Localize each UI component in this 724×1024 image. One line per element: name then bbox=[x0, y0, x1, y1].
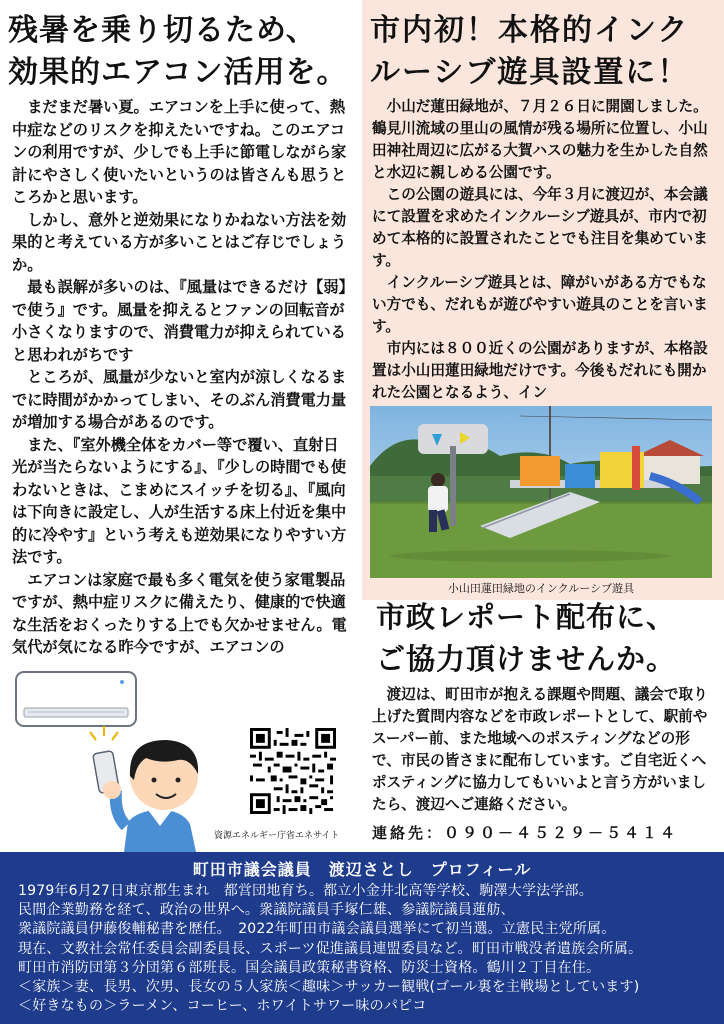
contact-phone: 連絡先：０９０－４５２９－５４１４ bbox=[372, 824, 679, 842]
playground-photo bbox=[370, 406, 712, 578]
paragraph: しかし、意外と逆効果になりかねない方法を効果的と考えている方が多いことはご存じでしょうか。 bbox=[12, 210, 347, 274]
profile-line: 民間企業勤務を経て、政治の世界へ。衆議院議員手塚仁雄、参議院議員蓮舫、 bbox=[18, 902, 515, 919]
photo-caption: 小山田蓮田緑地のインクルーシブ遊具 bbox=[447, 582, 635, 595]
profile-line: ＜好きなもの＞ラーメン、コーヒー、ホワイトサワー味のパピコ bbox=[18, 998, 427, 1015]
profile-line: 1979年6月27日東京都生まれ 都営団地育ち。都立小金井北高等学校、駒澤大学法学部。 bbox=[18, 883, 593, 899]
report-title bbox=[376, 596, 716, 680]
profile-line: 衆議院議員伊藤俊輔秘書を歴任。 2022年町田市議会議員選挙にて初当選。立憲民主党所属。 bbox=[18, 921, 616, 938]
paragraph: 市内には８００近くの公園がありますが、本格設置は小山田蓮田緑地だけです。今後もだれにも開かれた公園となるよう、イン bbox=[372, 340, 708, 401]
paragraph: この公園の遊具には、今年３月に渡辺が、本会議にて設置を求めたインクルーシブ遊具が、市内で初めて本格的に設置されたことでも注目を集めています。 bbox=[372, 186, 708, 269]
profile-line: 町田市消防団第３分団第６部班長。国会議員政策秘書資格、防災士資格。鶴川２丁目在住。 bbox=[18, 959, 601, 976]
profile-line: ＜家族＞妻、長男、次男、長女の５人家族＜趣味＞サッカー観戦(ゴール裏を主戦場としています) bbox=[18, 979, 640, 996]
paragraph: 最も誤解が多いのは、『風量はできるだけ【弱】で使う』です。風量を抑えるとファンの回転音が小さくなりますので、消費電力が抑えられていると思われがちです bbox=[12, 278, 347, 364]
report-body bbox=[372, 684, 718, 816]
paragraph: インクルーシブ遊具とは、障がいがある方でもない方でも、だれもが遊びやすい遊具のことを言います。 bbox=[372, 274, 708, 335]
left-article-title bbox=[8, 10, 358, 94]
person-with-remote-icon bbox=[86, 718, 206, 852]
paragraph: 小山だ蓮田緑地が、７月２６日に開園しました。鶴見川流域の里山の風情が残る場所に位置し、小山田神社周辺に広がる大賀ハスの魅力を生かした自然と水辺に親しめる公園です。 bbox=[372, 98, 708, 181]
right-article-title bbox=[370, 10, 720, 94]
qr-caption: 資源エネルギー庁省エネサイト bbox=[214, 831, 340, 841]
right-article-body bbox=[372, 96, 718, 404]
profile-line: 現在、文教社会常任委員会副委員長、スポーツ促進議員連盟委員など。町田市戦没者遺族会所属。 bbox=[18, 940, 643, 957]
paragraph: エアコンは家庭で最も多く電気を使う家電製品ですが、熱中症リスクに備えたり、健康的で快適な生活をおくったりする上でも欠かせません。電気代が気になる昨今ですが、エアコンの bbox=[12, 570, 347, 656]
paragraph: まだまだ暑い夏。エアコンを上手に使って、熱中症などのリスクを抑えたいですね。このエアコンの利用ですが、少しでも上手に節電しながら家計にやさしく使いたいというのは皆さんも思うところかと思います。 bbox=[12, 98, 347, 206]
paragraph: また、『室外機全体をカバー等で覆い、直射日光が当たらないようにする』、『少しの時間でも使わないときは、こまめにスイッチを切る』、『風向は下向きに設定し、人が生活する床上付近を集中的に冷やす』という考えも逆効果になりやすい方法です。 bbox=[12, 435, 347, 566]
report-title-line: 市政レポート配布に、 bbox=[376, 600, 677, 634]
qr-code-icon bbox=[250, 728, 336, 814]
left-title-line: 残暑を乗り切るため、 bbox=[8, 13, 317, 48]
left-article-body bbox=[12, 96, 352, 659]
report-title-line: ご協力頂けませんか。 bbox=[376, 642, 677, 676]
paragraph: 渡辺は、町田市が抱える課題や問題、議会で取り上げた質問内容などを市政レポートとして、駅前やスーパー前、また地域へのポスティングなどの形で、市民の皆さまに配布しています。ご自宅近くへポスティングに協力してもいいよと言う方がいましたら、渡辺へご連絡ください。 bbox=[372, 686, 708, 813]
right-title-line: ルーシブ遊具設置に！ bbox=[370, 55, 690, 90]
paragraph: ところが、風量が少ないと室内が涼しくなるまでに時間がかかってしまい、そのぶん消費電力量が増加する場合があるのです。 bbox=[12, 368, 347, 431]
profile-title: 町田市議会議員 渡辺さとし プロフィール bbox=[192, 860, 532, 879]
right-title-line: 市内初！本格的インク bbox=[370, 13, 690, 48]
left-title-line: 効果的エアコン活用を。 bbox=[8, 55, 348, 90]
profile-body bbox=[18, 882, 718, 1016]
